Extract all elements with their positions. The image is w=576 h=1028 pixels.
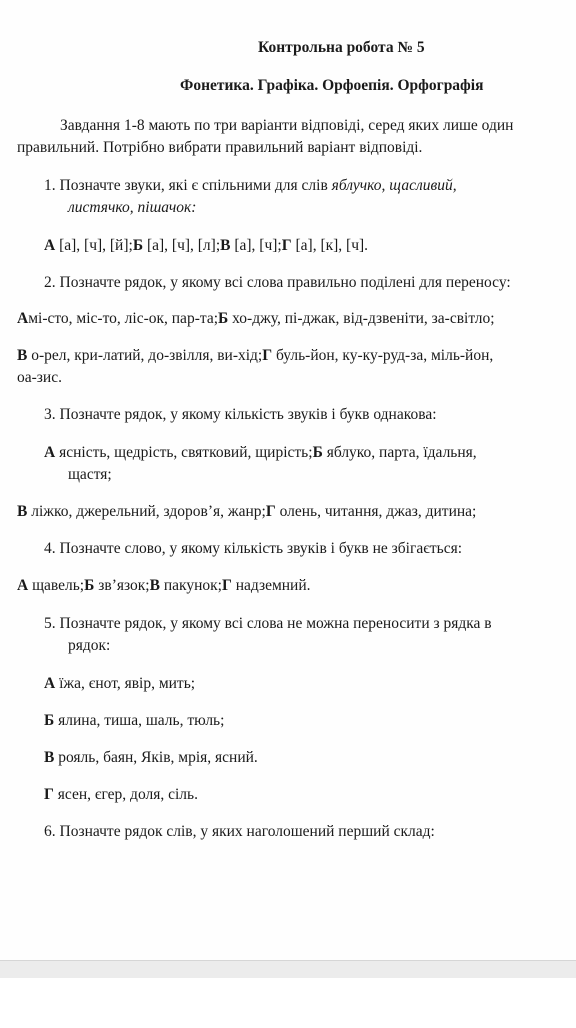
option-text: о-рел, кри-латий, до-звілля, ви-хід; (27, 347, 263, 364)
question-5-option-d (44, 785, 198, 805)
question-2-options-ab (17, 309, 495, 329)
page-bottom-band (0, 960, 576, 979)
option-letter: Б (218, 310, 229, 327)
question-1-text: 1. Позначте звуки, які є спільними для слів (44, 177, 332, 194)
option-letter: Б (312, 444, 323, 461)
option-text: олень, читання, джаз, дитина; (275, 503, 477, 520)
question-1-options (44, 236, 368, 256)
option-text: хо-джу, пі-джак, від-дзвеніти, за-світло; (228, 310, 495, 327)
intro-line-2: правильний. Потрібно вибрати правильний варіант відповіді. (17, 139, 423, 156)
option-text: ялина, тиша, шаль, тюль; (54, 712, 225, 729)
option-letter: Б (84, 577, 95, 594)
option-text: [а], [ч], [л]; (143, 237, 221, 254)
option-text: зв’язок; (94, 577, 150, 594)
option-letter: В (17, 503, 28, 520)
option-text: ясність, щедрість, святковий, щирість; (55, 444, 313, 461)
question-3: 3. Позначте рядок, у якому кількість звуків і букв однакова: (44, 406, 437, 423)
option-text: щавель; (28, 577, 85, 594)
option-text: ліжко, джерельний, здоров’я, жанр; (27, 503, 266, 520)
option-text: [а], [ч]; (230, 237, 282, 254)
option-letter: Г (262, 347, 273, 364)
option-letter: В (149, 577, 160, 594)
option-text: яблуко, парта, їдальня, (322, 444, 477, 461)
option-letter: В (44, 749, 55, 766)
blank-area (0, 978, 576, 1028)
question-5-option-a (44, 674, 195, 694)
option-letter: А (17, 577, 29, 594)
question-1-cont (68, 198, 196, 218)
option-text: [а], [к], [ч]. (291, 237, 369, 254)
option-letter: Б (44, 712, 55, 729)
question-2-options-cd (17, 346, 493, 366)
doc-title: Контрольна робота № 5 (258, 39, 425, 56)
question-5: 5. Позначте рядок, у якому всі слова не можна переносити з рядка в (44, 615, 492, 632)
question-3-options-ab (44, 443, 477, 463)
option-letter: Г (221, 577, 232, 594)
question-5-option-c (44, 748, 258, 768)
option-letter: В (220, 237, 231, 254)
question-1-words: яблучко, щасливий, (331, 177, 457, 194)
question-6: 6. Позначте рядок слів, у яких наголошений перший склад: (44, 823, 435, 840)
question-5-cont: рядок: (68, 637, 111, 654)
doc-subtitle: Фонетика. Графіка. Орфоепія. Орфографія (180, 77, 484, 94)
question-3-options-cd (17, 502, 476, 522)
option-letter: Г (265, 503, 276, 520)
option-letter: А (17, 310, 29, 327)
option-letter: В (17, 347, 28, 364)
option-text: [а], [ч], [й]; (55, 237, 133, 254)
option-text: ясен, єгер, доля, сіль. (53, 786, 198, 803)
option-text: пакунок; (159, 577, 222, 594)
question-2: 2. Позначте рядок, у якому всі слова правильно поділені для переносу: (44, 274, 511, 291)
option-text: їжа, єнот, явір, мить; (55, 675, 196, 692)
question-3-option-b-cont: щастя; (68, 466, 112, 483)
option-letter: Б (132, 237, 144, 254)
question-2-option-d-cont: оа-зис. (17, 369, 62, 386)
question-4: 4. Позначте слово, у якому кількість звуків і букв не збігається: (44, 540, 463, 557)
option-text: рояль, баян, Яків, мрія, ясний. (54, 749, 258, 766)
intro-line-1: Завдання 1-8 мають по три варіанти відповіді, серед яких лише один (60, 117, 514, 134)
option-text: мі-сто, міс-то, ліс-ок, пар-та; (28, 310, 219, 327)
option-text: надземний. (231, 577, 311, 594)
option-letter: А (44, 237, 56, 254)
question-5-option-b (44, 711, 224, 731)
option-letter: Г (44, 786, 54, 803)
question-1-words-cont: листячко, пішачок: (68, 199, 197, 216)
option-letter: А (44, 675, 56, 692)
option-letter: А (44, 444, 56, 461)
question-1 (44, 176, 457, 196)
option-letter: Г (281, 237, 292, 254)
question-4-options (17, 576, 311, 596)
option-text: буль-йон, ку-ку-руд-за, міль-йон, (272, 347, 494, 364)
